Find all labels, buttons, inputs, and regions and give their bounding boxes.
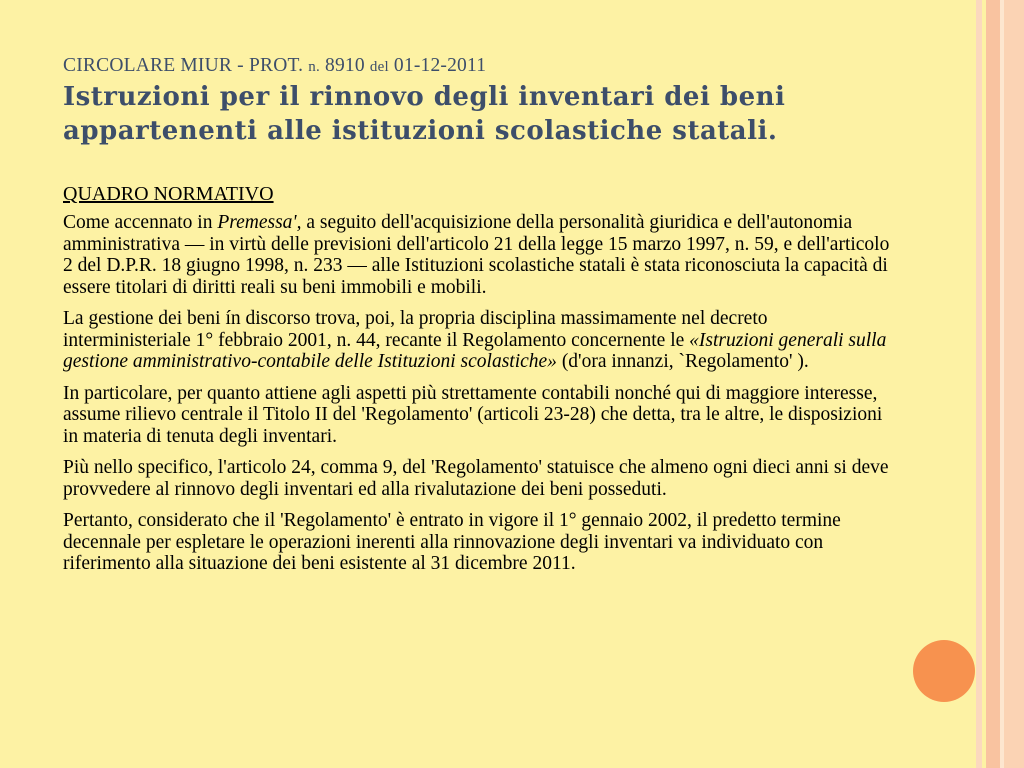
reference-number: 8910 xyxy=(319,55,370,76)
title-line-2: appartenenti alle istituzioni scolastiche statali. xyxy=(63,116,778,146)
reference-del: del xyxy=(369,59,389,75)
reference-number-abbrev: n. xyxy=(308,59,320,75)
reference-date: 01-12-2011 xyxy=(388,55,487,76)
p2-text: La gestione dei beni ín discorso trova, poi, la propria disciplina massimamente nel decreto interministeriale 1° febbraio 2001, n. 44, recante il Regolamento concernente le xyxy=(63,308,768,351)
circular-reference xyxy=(63,54,923,79)
slide-body xyxy=(63,182,893,585)
stripe xyxy=(1004,0,1024,768)
p1-italic: Premessa', xyxy=(217,212,302,233)
p2-text-continued: (d'ora innanzi, `Regolamento' ). xyxy=(556,351,809,372)
paragraph-4: Più nello specifico, l'articolo 24, comma 9, del 'Regolamento' statuisce che almeno ogni dieci anni si deve provvedere al rinnovo degli inventari ed alla rivalutazione dei beni posseduti. xyxy=(63,457,889,500)
decorative-circle xyxy=(913,640,975,702)
paragraph-3: In particolare, per quanto attiene agli aspetti più strettamente contabili nonché qui di maggiore interesse, assume rilievo centrale il Titolo II del 'Regolamento' (articoli 23-28) che detta, tra le altre, le disposizioni in materia di tenuta degli inventari. xyxy=(63,382,883,447)
paragraph-1 xyxy=(63,212,893,298)
paragraph-5: Pertanto, considerato che il 'Regolamento' è entrato in vigore il 1° gennaio 2002, il predetto termine decennale per espletare le operazioni inerenti alla rinnovazione degli inventari va individuato con riferimento alla situazione dei beni esistente al 31 dicembre 2011. xyxy=(63,510,841,574)
paragraph-2 xyxy=(63,308,893,373)
title-line-1: Istruzioni per il rinnovo degli inventari dei beni xyxy=(63,82,786,112)
decorative-stripes xyxy=(976,0,1024,768)
p1-text-continued: a seguito dell'acquisizione della personalità giuridica e dell'autonomia amministrativa — in virtù delle previsioni dell'articolo 21 della legge 15 marzo 1997, n. 59, e dell'articolo 2 del D.P.R. 18 giugno 1998, n. 233 — alle Istituzioni scolastiche statali è stata riconosciuta la capacità di essere titolari di diritti reali su beni immobili e mobili. xyxy=(63,212,890,298)
p1-text: Come accennato in xyxy=(63,212,218,233)
slide-header xyxy=(63,54,923,148)
stripe xyxy=(986,0,1000,768)
p2-italic: «Istruzioni generali sulla gestione amministrativo-contabile delle Istituzioni scolastiche» xyxy=(63,329,887,372)
reference-text: CIRCOLARE MIUR - PROT. xyxy=(63,55,309,76)
slide-title xyxy=(63,80,923,148)
section-heading: QUADRO NORMATIVO xyxy=(63,183,274,205)
